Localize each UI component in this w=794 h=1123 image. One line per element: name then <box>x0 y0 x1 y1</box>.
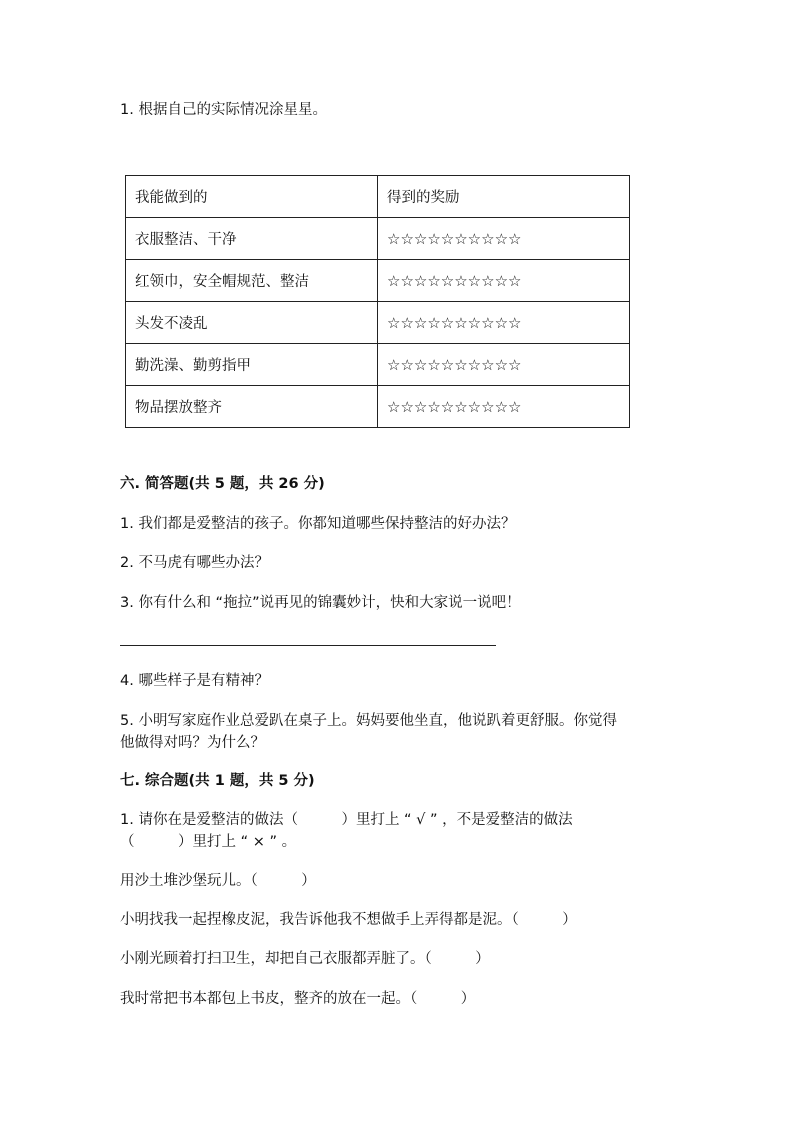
judgement-item-2[interactable]: 小明找我一起捏橡皮泥，我告诉他我不想做手上弄得都是泥。（ ） <box>120 912 577 928</box>
question-rate-stars: 1. 根据自己的实际情况涂星星。 <box>120 102 327 118</box>
row-item: 勤洗澡、勤剪指甲 <box>126 344 378 386</box>
judgement-item-4[interactable]: 我时常把书本都包上书皮，整齐的放在一起。（ ） <box>120 991 476 1007</box>
row-stars[interactable]: ☆☆☆☆☆☆☆☆☆☆ <box>378 218 630 260</box>
short-answer-question-5-line2: 他做得对吗？为什么？ <box>120 735 265 751</box>
short-answer-question-3: 3. 你有什么和 “拖拉”说再见的锦囊妙计，快和大家说一说吧！ <box>120 595 521 611</box>
row-item: 红领巾，安全帽规范、整洁 <box>126 260 378 302</box>
judgement-item-1[interactable]: 用沙土堆沙堡玩儿。（ ） <box>120 873 316 889</box>
column-header-achievement: 我能做到的 <box>126 176 378 218</box>
short-answer-question-4: 4. 哪些样子是有精神？ <box>120 673 269 689</box>
section-heading-comprehensive: 七. 综合题(共 1 题，共 5 分) <box>120 773 315 789</box>
row-item: 物品摆放整齐 <box>126 386 378 428</box>
table-row <box>126 344 630 386</box>
table-row <box>126 260 630 302</box>
table-row <box>126 302 630 344</box>
short-answer-question-5-line1: 5. 小明写家庭作业总爱趴在桌子上。妈妈要他坐直，他说趴着更舒服。你觉得 <box>120 713 617 729</box>
row-stars[interactable]: ☆☆☆☆☆☆☆☆☆☆ <box>378 344 630 386</box>
row-stars[interactable]: ☆☆☆☆☆☆☆☆☆☆ <box>378 260 630 302</box>
judgement-item-3[interactable]: 小刚光顾着打扫卫生，却把自己衣服都弄脏了。（ ） <box>120 951 490 967</box>
table-row <box>126 386 630 428</box>
row-stars[interactable]: ☆☆☆☆☆☆☆☆☆☆ <box>378 302 630 344</box>
reward-table <box>125 175 630 428</box>
table-row <box>126 218 630 260</box>
short-answer-question-1: 1. 我们都是爱整洁的孩子。你都知道哪些保持整洁的好办法？ <box>120 516 516 532</box>
row-stars[interactable]: ☆☆☆☆☆☆☆☆☆☆ <box>378 386 630 428</box>
comprehensive-instruction-line2: （ ）里打上 “ × ” 。 <box>120 834 297 850</box>
row-item: 头发不凌乱 <box>126 302 378 344</box>
section-heading-short-answer: 六. 简答题(共 5 题，共 26 分) <box>120 476 325 492</box>
column-header-reward: 得到的奖励 <box>378 176 630 218</box>
comprehensive-instruction-line1: 1. 请你在是爱整洁的做法（ ）里打上 “ √ ” ，不是爱整洁的做法 <box>120 812 573 828</box>
row-item: 衣服整洁、干净 <box>126 218 378 260</box>
table-header-row <box>126 176 630 218</box>
answer-line[interactable] <box>120 645 496 646</box>
short-answer-question-2: 2. 不马虎有哪些办法？ <box>120 555 269 571</box>
